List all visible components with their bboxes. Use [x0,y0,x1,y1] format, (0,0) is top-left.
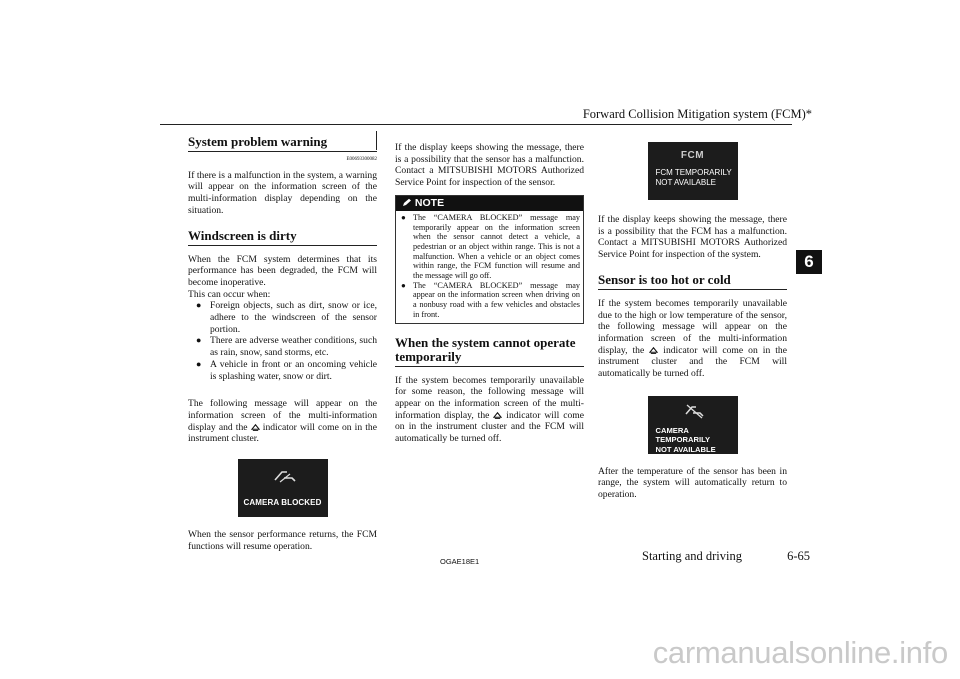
section-body: When the FCM system determines that its performance has been degraded, the FCM will become inoperative. [188,253,377,288]
fcm-logo: FCM [680,150,705,161]
page-number: 6-65 [787,549,810,563]
section-title-too-hot-or-cold: Sensor is too hot or cold [598,273,787,290]
section-body: If there is a malfunction in the system, a warning will appear on the information screen of the multi-information display depending on the situation. [188,169,377,216]
document-code: OGAE18E1 [440,557,480,566]
section-title-windscreen: Windscreen is dirty [188,229,377,246]
left-column [188,135,377,552]
list-item: ● A vehicle in front or an oncoming vehicle is splashing water, snow or dirt. [196,358,377,382]
list-item: ● The “CAMERA BLOCKED” message may temporarily appear on the information screen when the sensor cannot detect a vehicle, a pedestrian or an object within range. This is not a malfunction. When a vehicle or an object comes within range, the FCM function will resume and the message will go off. [401,212,580,281]
bullet-icon: ● [196,358,202,369]
section-body: If the system becomes temporarily unavailable for some reason, the following message will appear on the information screen of the multi-information display, the indicator will come on in the instrument cluster and the FCM will automatically be turned off. [395,374,584,445]
fcm-warning-icon [251,423,260,431]
pencil-icon [402,198,412,207]
fcm-warning-icon [649,346,658,354]
watermark: carmanualsonline.info [652,635,948,670]
bullet-icon: ● [401,212,406,222]
note-list [396,211,583,323]
section-code: E00693300082 [346,157,377,162]
camera-blocked-icon [272,468,298,486]
camera-unavailable-icon [682,402,706,420]
bullet-icon: ● [196,300,202,311]
list-item: ● There are adverse weather conditions, such as rain, snow, sand storms, etc. [196,335,377,359]
bullet-icon: ● [401,280,406,290]
fcm-warning-icon [493,411,502,419]
section-body: If the display keeps showing the message, there is a possibility that the FCM has a malfunction. Contact a MITSUBISHI MOTORS Authorized Service Point for inspection of the system. [598,214,787,261]
section-lead: This can occur when: [188,288,271,300]
bullet-icon: ● [196,335,202,346]
note-header: NOTE [396,196,583,211]
camera-temporarily-screen [648,396,738,454]
middle-column [395,142,584,445]
fcm-temporarily-screen [648,142,738,200]
note-box [395,195,584,324]
list-item: ● The “CAMERA BLOCKED” message may appear on the information screen when driving on a nonbusy road with a few vehicles and obstacles in front. [401,280,580,319]
section-body: If the system becomes temporarily unavailable due to the high or low temperature of the sensor, the following message will appear on the information screen of the multi-information display, the indicator will come on in the instrument cluster and the FCM will automatically be turned off. [598,297,787,380]
condition-list [188,300,377,382]
running-title: Forward Collision Mitigation system (FCM)* [582,107,812,121]
footer-section: Starting and driving [642,549,742,563]
section-title-system-problem: System problem warning [188,135,377,152]
screen-message: FCM TEMPORARILY NOT AVAILABLE [655,168,732,187]
right-column [598,142,787,501]
header-rule [160,124,792,125]
section-body: After the temperature of the sensor has been in range, the system will automatically return to operation. [598,465,787,501]
screen-message: CAMERA BLOCKED [243,498,322,508]
section-body: When the sensor performance returns, the FCM functions will resume operation. [188,529,377,552]
screen-message: CAMERA TEMPORARILY NOT AVAILABLE [655,425,716,454]
message-intro: The following message will appear on the information screen of the multi-information display and the indicator will come on in the instrument cluster. [188,398,377,445]
camera-blocked-screen [238,459,328,517]
section-title-cannot-operate: When the system cannot operate temporarily [395,336,584,367]
list-item: ● Foreign objects, such as dirt, snow or ice, adhere to the windscreen of the sensor portion. [196,300,377,335]
chapter-tab: 6 [796,250,822,274]
section-body: If the display keeps showing the message, there is a possibility that the sensor has a malfunction. Contact a MITSUBISHI MOTORS Authorized Service Point for inspection of the sensor. [395,142,584,189]
